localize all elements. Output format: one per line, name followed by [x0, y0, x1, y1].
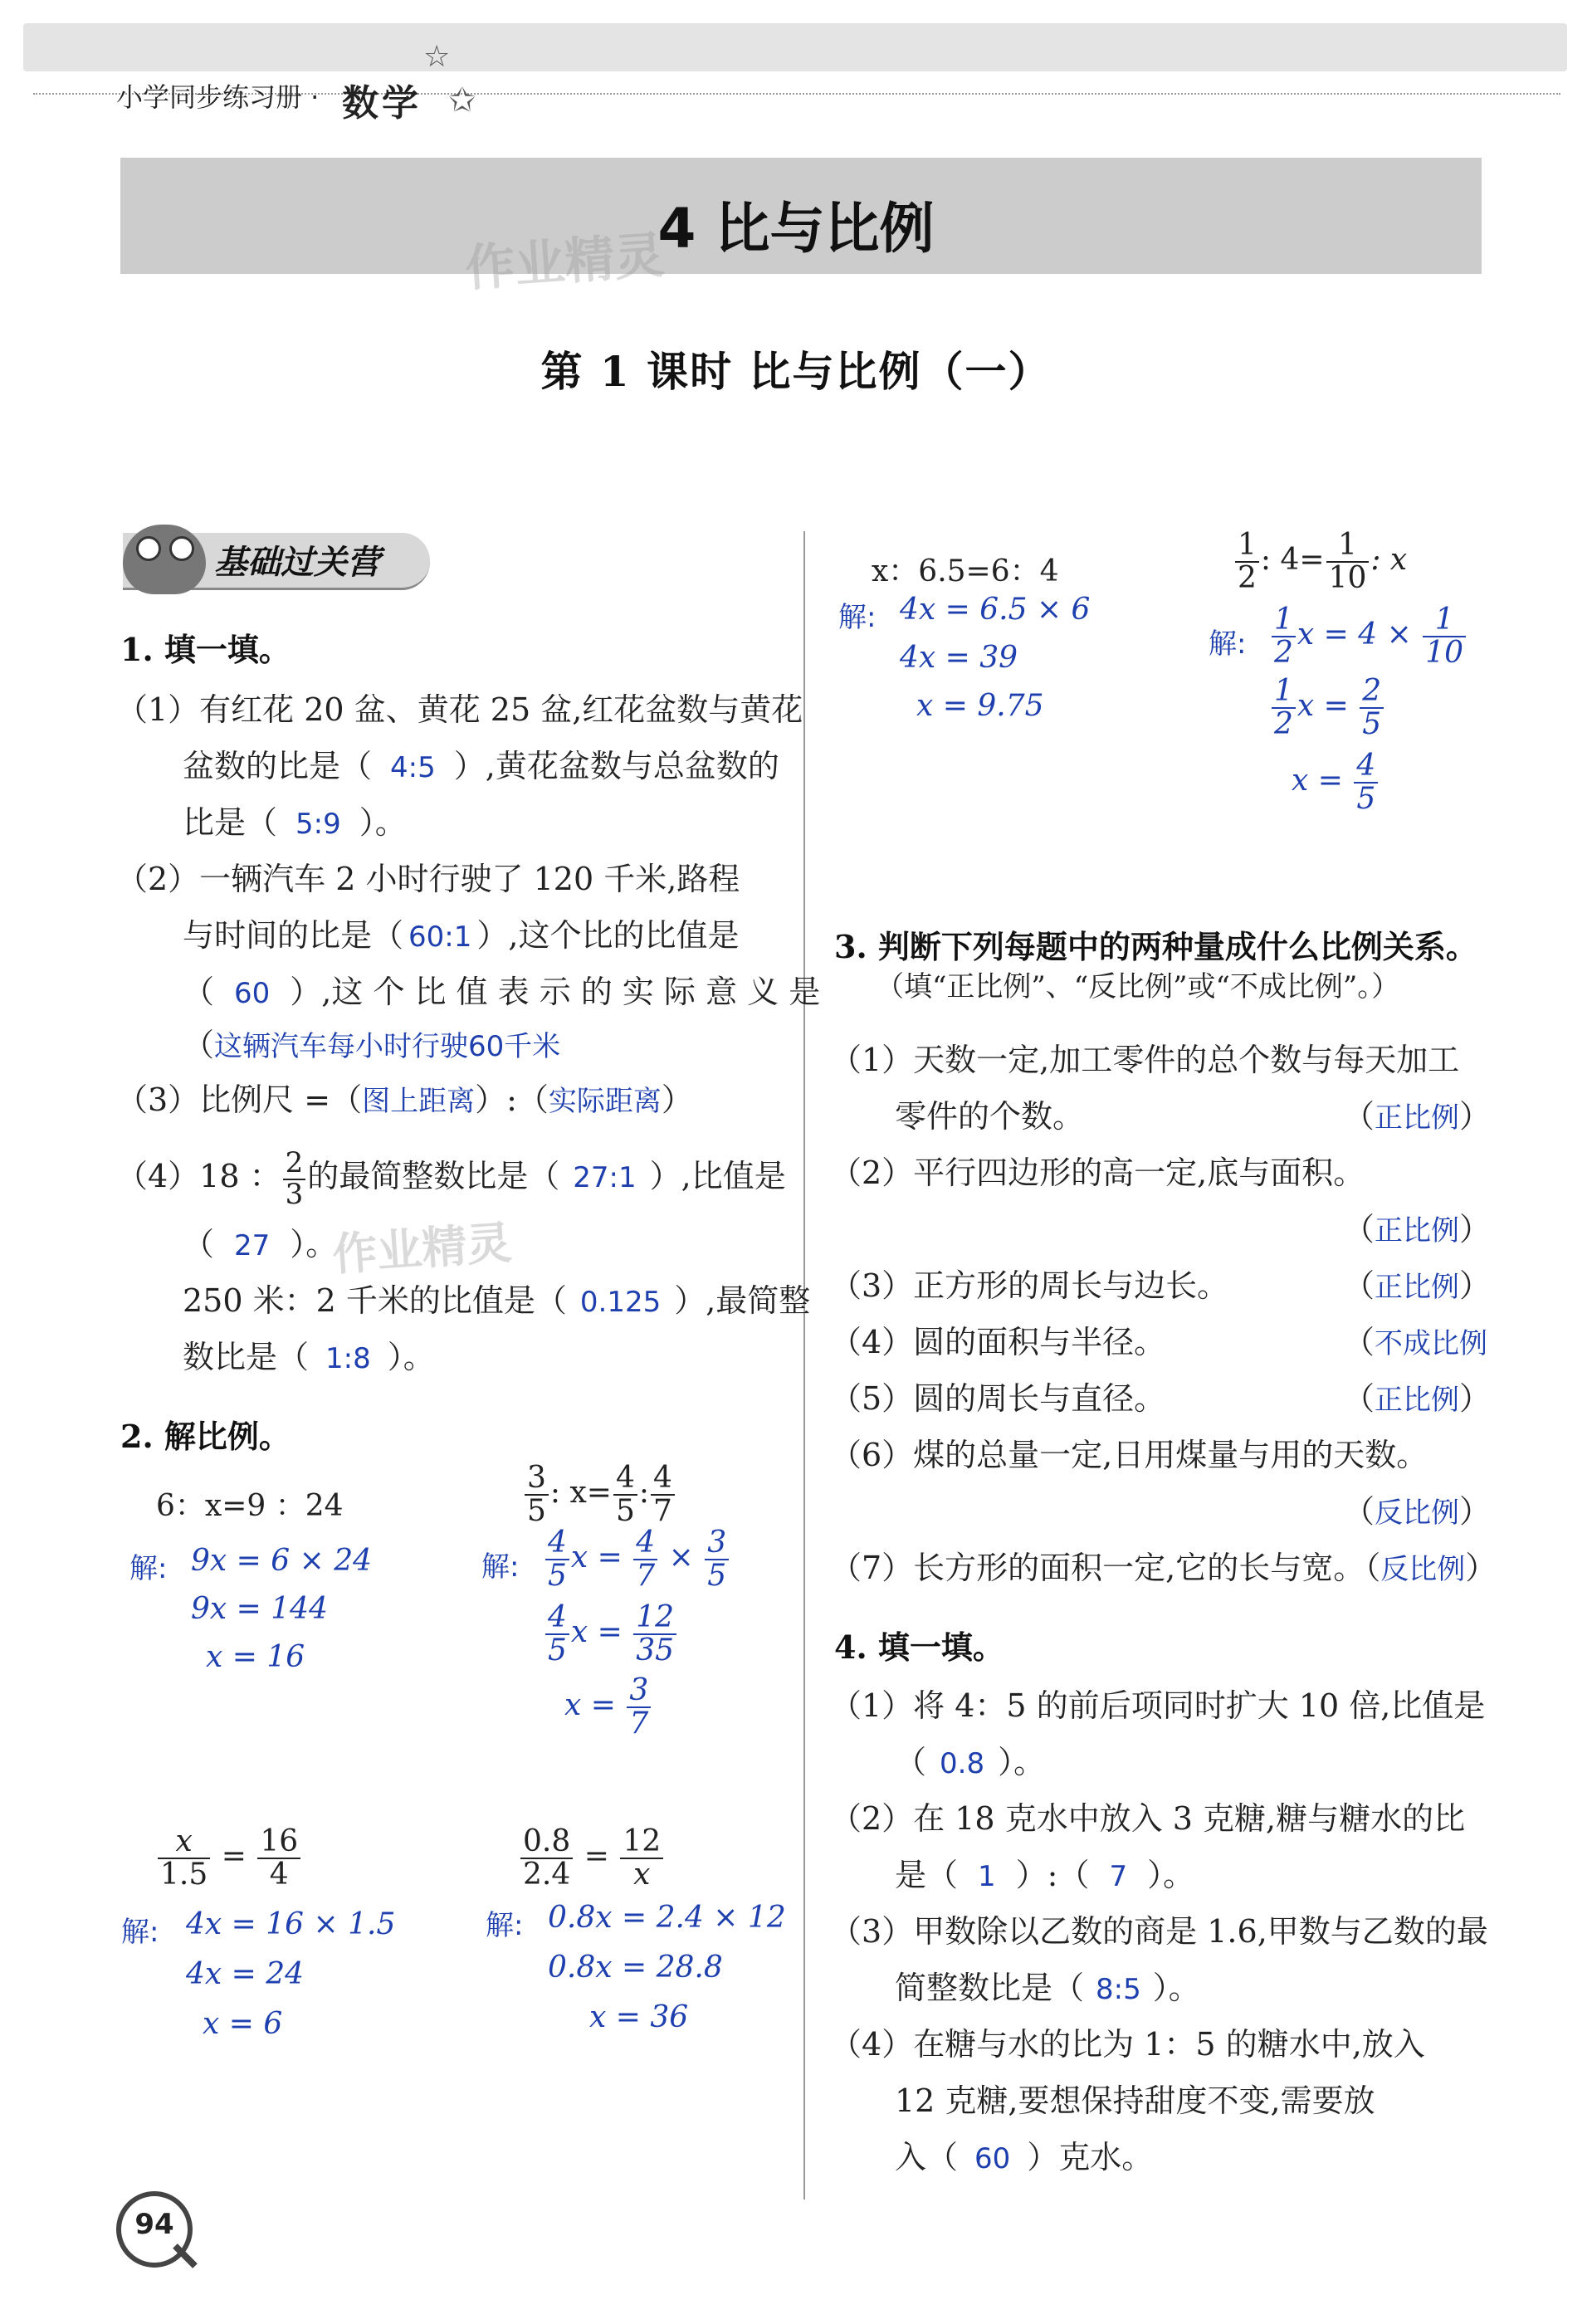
q2-e6-problem: $\frac{1}{2}$ : 4= $\frac{1}{10}$ : x	[1233, 530, 1407, 594]
q4-item4-answer: 60	[974, 2142, 1011, 2175]
solution-label: 解:	[481, 1550, 520, 1584]
q2-title: 2. 解比例。	[120, 1418, 291, 1455]
q2-e1-step3: x = 16	[206, 1640, 305, 1674]
watermark: 作业精灵	[463, 226, 667, 299]
q2-e3-step3: x = 6	[203, 2007, 283, 2041]
q3-item3-answer: （正比例）	[1343, 1267, 1492, 1304]
q2-e3-step1: 4x = 16 × 1.5	[186, 1907, 396, 1941]
q1-p2-line3: （ 60 ）,这 个 比 值 表 示 的 实 际 意 义 是	[183, 974, 821, 1010]
book-title: 小学同步练习册 ·	[116, 81, 320, 113]
q2-e1-step2: 9x = 144	[191, 1592, 328, 1626]
q1-p2-line4: （这辆汽车每小时行驶60千米	[183, 1027, 561, 1063]
header-band	[23, 23, 1567, 71]
q4-item2-line2: 是（ 1 ）:（ 7 ）。	[895, 1857, 1195, 1893]
q2-e3-step2: 4x = 24	[186, 1957, 305, 1991]
frog-eye	[136, 536, 161, 561]
solution-label: 解:	[486, 1909, 524, 1942]
q4-item1-line2: （ 0.8 ）。	[895, 1744, 1046, 1780]
q4-item3-line1: （3）甲数除以乙数的商是 1.6,甲数与乙数的最	[830, 1913, 1488, 1950]
q1-p4-answer3: 0.125	[579, 1286, 662, 1319]
q3-item6-line1: （6）煤的总量一定,日用煤量与用的天数。	[830, 1437, 1428, 1473]
q1-p1-line3: 比是（ 5:9 ）。	[183, 804, 407, 841]
solution-label: 解:	[838, 601, 877, 634]
q2-e2-step1: $\frac{4}{5}$ x = $\frac{4}{7}$ × $\frac{3}{5}$	[544, 1527, 730, 1592]
q1-p4-answer1: 27:1	[573, 1161, 637, 1195]
q2-e4-step2: 0.8x = 28.8	[548, 1950, 723, 1985]
lesson-title: 第 1 课时 比与比例（一）	[540, 347, 1052, 396]
q4-item2-answer2: 7	[1109, 1860, 1128, 1893]
q3-item7-answer: 反比例	[1380, 1553, 1466, 1586]
q3-title: 3. 判断下列每题中的两种量成什么比例关系。	[834, 928, 1477, 965]
q3-item2-line1: （2）平行四边形的高一定,底与面积。	[830, 1155, 1365, 1191]
q3-item1-answer: （正比例）	[1343, 1098, 1492, 1135]
q1-p1-line2: 盆数的比是（ 4:5 ）,黄花盆数与总盆数的	[183, 748, 779, 784]
q4-item4-line3: 入（ 60 ）克水。	[895, 2139, 1154, 2175]
q2-e3-problem: $\frac{x}{1.5}$ = $\frac{16}{4}$	[156, 1826, 302, 1891]
q2-e5-step2: 4x = 39	[900, 641, 1018, 675]
star-icon: ✩	[448, 81, 476, 120]
q2-e5-step1: 4x = 6.5 × 6	[900, 593, 1091, 627]
q1-p4-answer4: 1:8	[325, 1342, 371, 1375]
q3-item2-answer: （正比例）	[1343, 1211, 1492, 1247]
q1-p1-answer2: 5:9	[295, 808, 341, 841]
q3-item3-line1: （3）正方形的周长与边长。	[830, 1267, 1229, 1304]
frog-mascot-icon	[123, 525, 206, 594]
q2-e5-problem: x：6.5=6：4	[872, 554, 1059, 588]
q4-item4-line1: （4）在糖与水的比为 1：5 的糖水中,放入	[830, 2026, 1425, 2063]
q3-item4-line1: （4）圆的面积与半径。	[830, 1324, 1166, 1360]
column-divider	[803, 531, 805, 2200]
q2-e2-step3: x = $\frac{3}{7}$	[564, 1675, 652, 1740]
q1-title: 1. 填一填。	[120, 631, 291, 668]
q1-p1-line1: （1）有红花 20 盆、黄花 25 盆,红花盆数与黄花	[116, 691, 803, 728]
star-icon: ☆	[423, 40, 451, 74]
q4-item2-answer1: 1	[978, 1860, 996, 1893]
q1-p4-line4: 数比是（ 1:8 ）。	[183, 1339, 435, 1375]
solution-label: 解:	[121, 1916, 159, 1949]
q2-e1-step1: 9x = 6 × 24	[191, 1544, 373, 1578]
q4-item1-line1: （1）将 4：5 的前后项同时扩大 10 倍,比值是	[830, 1687, 1486, 1724]
q4-item2-line1: （2）在 18 克水中放入 3 克糖,糖与糖水的比	[830, 1800, 1466, 1837]
q1-p3-answer2: 实际距离	[548, 1085, 662, 1118]
page-number: 94	[134, 2208, 174, 2241]
q1-p4-line3: 250 米：2 千米的比值是（ 0.125 ）,最简整	[183, 1282, 811, 1319]
q3-item4-answer: （不成比例	[1343, 1324, 1488, 1360]
q1-p3-answer1: 图上距离	[362, 1085, 476, 1118]
q2-e6-step3: x = $\frac{4}{5}$	[1292, 750, 1380, 815]
q1-p2-answer1: 60:1	[408, 920, 472, 954]
q2-e4-step3: x = 36	[589, 2000, 689, 2034]
section-title: 基础过关营	[214, 544, 380, 582]
solution-label: 解:	[1209, 627, 1247, 661]
q3-item1-line2: 零件的个数。	[895, 1098, 1085, 1135]
q3-item1-line1: （1）天数一定,加工零件的总个数与每天加工	[830, 1042, 1460, 1078]
subject-title: 数学	[342, 82, 422, 124]
q1-p2-line1: （2）一辆汽车 2 小时行驶了 120 千米,路程	[116, 861, 740, 897]
q2-e4-problem: $\frac{0.8}{2.4}$ = $\frac{12}{x}$	[519, 1826, 665, 1891]
q4-item3-line2: 简整数比是（ 8:5 ）。	[895, 1970, 1200, 2006]
q1-p1-answer1: 4:5	[390, 751, 436, 784]
q2-e5-step3: x = 9.75	[916, 689, 1044, 723]
q4-item1-answer: 0.8	[940, 1747, 985, 1780]
q1-p4-line1: （4）18 ： $\frac{2}{3}$ 的最简整数比是（ 27:1 ）,比值是	[116, 1146, 786, 1211]
section-badge	[123, 525, 438, 594]
q3-item5-line1: （5）圆的周长与直径。	[830, 1380, 1166, 1417]
q1-p3: （3）比例尺 =（图上距离）:（实际距离）	[116, 1081, 693, 1118]
frog-eye	[169, 536, 194, 561]
q1-p4-answer2: 27	[234, 1229, 271, 1262]
q2-e4-step1: 0.8x = 2.4 × 12	[548, 1901, 786, 1935]
q2-e1-problem: 6：x=9 ：24	[156, 1489, 344, 1523]
q2-e2-problem: $\frac{3}{5}$ : x= $\frac{4}{5}$ : $\frac{4}{7}$	[523, 1462, 676, 1527]
q3-item5-answer: （正比例）	[1343, 1380, 1492, 1417]
watermark: 作业精灵	[330, 1216, 514, 1282]
q3-item6-answer: （反比例）	[1343, 1493, 1492, 1530]
q1-p2-line2: 与时间的比是（ 60:1 ）,这个比的比值是	[183, 917, 740, 954]
q2-e6-step2: $\frac{1}{2}$ x = $\frac{2}{5}$	[1270, 676, 1385, 740]
q4-item3-answer: 8:5	[1096, 1973, 1141, 2006]
q4-title: 4. 填一填。	[834, 1628, 1004, 1666]
chapter-title: 4 比与比例	[657, 197, 935, 261]
q1-p4-line2: （ 27 ）。	[183, 1226, 338, 1262]
q1-p2-answer3: 这辆汽车每小时行驶60千米	[214, 1030, 561, 1063]
q2-e2-step2: $\frac{4}{5}$ x = $\frac{12}{35}$	[544, 1602, 678, 1667]
q3-note: （填“正比例”、“反比例”或“不成比例”。）	[876, 970, 1400, 1003]
q3-item7: （7）长方形的面积一定,它的长与宽。（反比例）	[830, 1550, 1497, 1586]
q1-p2-answer2: 60	[234, 977, 271, 1010]
q4-item4-line2: 12 克糖,要想保持甜度不变,需要放	[895, 2082, 1375, 2119]
solution-label: 解:	[129, 1552, 168, 1585]
q2-e6-step1: $\frac{1}{2}$ x = 4 × $\frac{1}{10}$	[1270, 604, 1467, 669]
